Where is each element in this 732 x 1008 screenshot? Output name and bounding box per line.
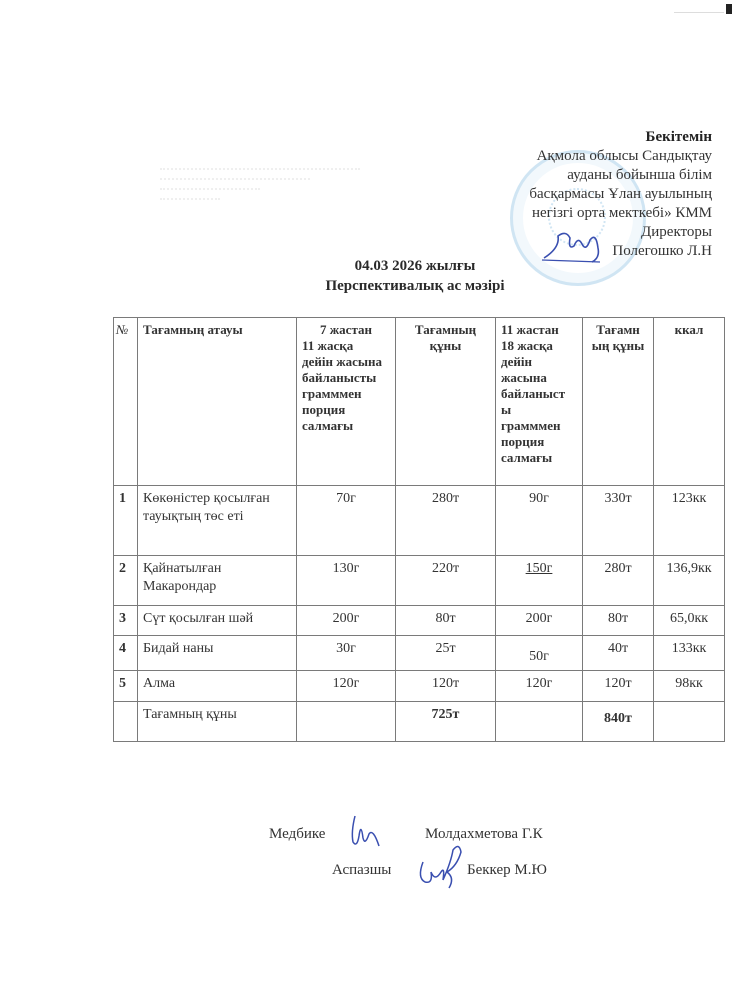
dish-name: Бидай наны [138, 636, 297, 671]
price-2: 120т [583, 671, 654, 702]
approval-line: Ақмола облысы Сандықтау [536, 148, 712, 164]
header-line: байланыст [501, 386, 566, 401]
total-empty [496, 702, 583, 742]
kcal: 98кк [654, 671, 725, 702]
cook-name: Беккер М.Ю [467, 862, 547, 878]
weight-11-18: 90г [496, 486, 583, 556]
approval-line: негізгі орта мекткебі» КММ [531, 205, 712, 221]
header-line: порция [501, 434, 545, 449]
table-total-row [114, 702, 725, 742]
director-name: Полегошко Л.Н [612, 243, 712, 259]
total-price-2: 840т [583, 702, 654, 742]
header-line: 11 жастан [501, 322, 559, 337]
weight-7-11: 120г [297, 671, 396, 702]
weight-11-18: 120г [496, 671, 583, 702]
header-weight-7-11 [297, 318, 396, 486]
header-line: құны [429, 338, 462, 353]
dish-name: Қайнатылған Макарондар [138, 556, 297, 606]
price-1: 280т [396, 486, 496, 556]
weight-7-11: 130г [297, 556, 396, 606]
table-row [114, 636, 725, 671]
bleed-through-text [160, 168, 440, 208]
header-dish-name: Тағамның атауы [138, 318, 297, 486]
table-header-row [114, 318, 725, 486]
total-empty [654, 702, 725, 742]
menu-date: 04.03 2026 жылғы [354, 258, 476, 274]
header-line: дейін жасына [302, 354, 383, 369]
header-line: жасына [501, 370, 547, 385]
cook-role: Аспазшы [332, 862, 392, 878]
price-2: 40т [583, 636, 654, 671]
header-line: грамммен [302, 386, 362, 401]
approval-line: басқармасы Ұлан ауылының [529, 186, 712, 202]
table-row [114, 486, 725, 556]
approval-title: Бекітемін [645, 129, 712, 145]
total-empty [297, 702, 396, 742]
weight-11-18: 150г [525, 561, 553, 576]
header-line: 18 жасқа [501, 338, 553, 353]
table-row [114, 671, 725, 702]
total-label: Тағамның құны [138, 702, 297, 742]
header-line: дейін [501, 354, 532, 369]
header-line: салмағы [302, 418, 354, 433]
header-line: байланысты [302, 370, 377, 385]
weight-7-11: 200г [297, 606, 396, 636]
header-line: салмағы [501, 450, 553, 465]
dish-name: Сүт қосылған шәй [138, 606, 297, 636]
header-line: порция [302, 402, 346, 417]
header-number: № [114, 318, 138, 486]
dish-name: Көкөністер қосылған тауықтың төс еті [138, 486, 297, 556]
approval-line: Директоры [641, 224, 712, 240]
header-line: Тағамның [414, 322, 477, 337]
price-2: 330т [583, 486, 654, 556]
price-1: 25т [396, 636, 496, 671]
weight-11-18-cell [496, 556, 583, 606]
header-kcal: ккал [654, 318, 725, 486]
row-number: 5 [114, 671, 138, 702]
weight-7-11: 30г [297, 636, 396, 671]
weight-11-18: 50г [496, 636, 583, 671]
price-1: 120т [396, 671, 496, 702]
menu-title: Перспективалық ас мәзірі [325, 278, 505, 294]
total-price-1: 725т [396, 702, 496, 742]
kcal: 136,9кк [654, 556, 725, 606]
nurse-role: Медбике [269, 826, 326, 842]
kcal: 123кк [654, 486, 725, 556]
row-number: 1 [114, 486, 138, 556]
price-2: 80т [583, 606, 654, 636]
header-weight-11-18 [496, 318, 583, 486]
nurse-name: Молдахметова Г.К [425, 826, 543, 842]
kcal: 65,0кк [654, 606, 725, 636]
total-number-empty [114, 702, 138, 742]
nurse-signature-icon [345, 812, 385, 852]
header-line: грамммен [501, 418, 561, 433]
dish-name: Алма [138, 671, 297, 702]
approval-line: ауданы бойынша білім [567, 167, 712, 183]
header-line: 11 жасқа [302, 338, 354, 353]
director-signature-icon [540, 228, 610, 264]
row-number: 3 [114, 606, 138, 636]
header-price-1 [396, 318, 496, 486]
header-line: ың құны [591, 338, 645, 353]
cook-signature-icon [415, 842, 470, 890]
table-row [114, 606, 725, 636]
header-line: ы [501, 402, 512, 417]
header-line: Тағамн [596, 322, 640, 337]
price-1: 220т [396, 556, 496, 606]
scan-edge-line [674, 12, 724, 13]
weight-7-11: 70г [297, 486, 396, 556]
row-number: 4 [114, 636, 138, 671]
menu-table [113, 317, 725, 742]
price-1: 80т [396, 606, 496, 636]
table-row [114, 556, 725, 606]
row-number: 2 [114, 556, 138, 606]
header-price-2 [583, 318, 654, 486]
weight-11-18: 200г [496, 606, 583, 636]
header-line: 7 жастан [320, 322, 372, 337]
kcal: 133кк [654, 636, 725, 671]
scan-corner-mark [726, 4, 732, 14]
menu-heading [290, 256, 540, 296]
price-2: 280т [583, 556, 654, 606]
